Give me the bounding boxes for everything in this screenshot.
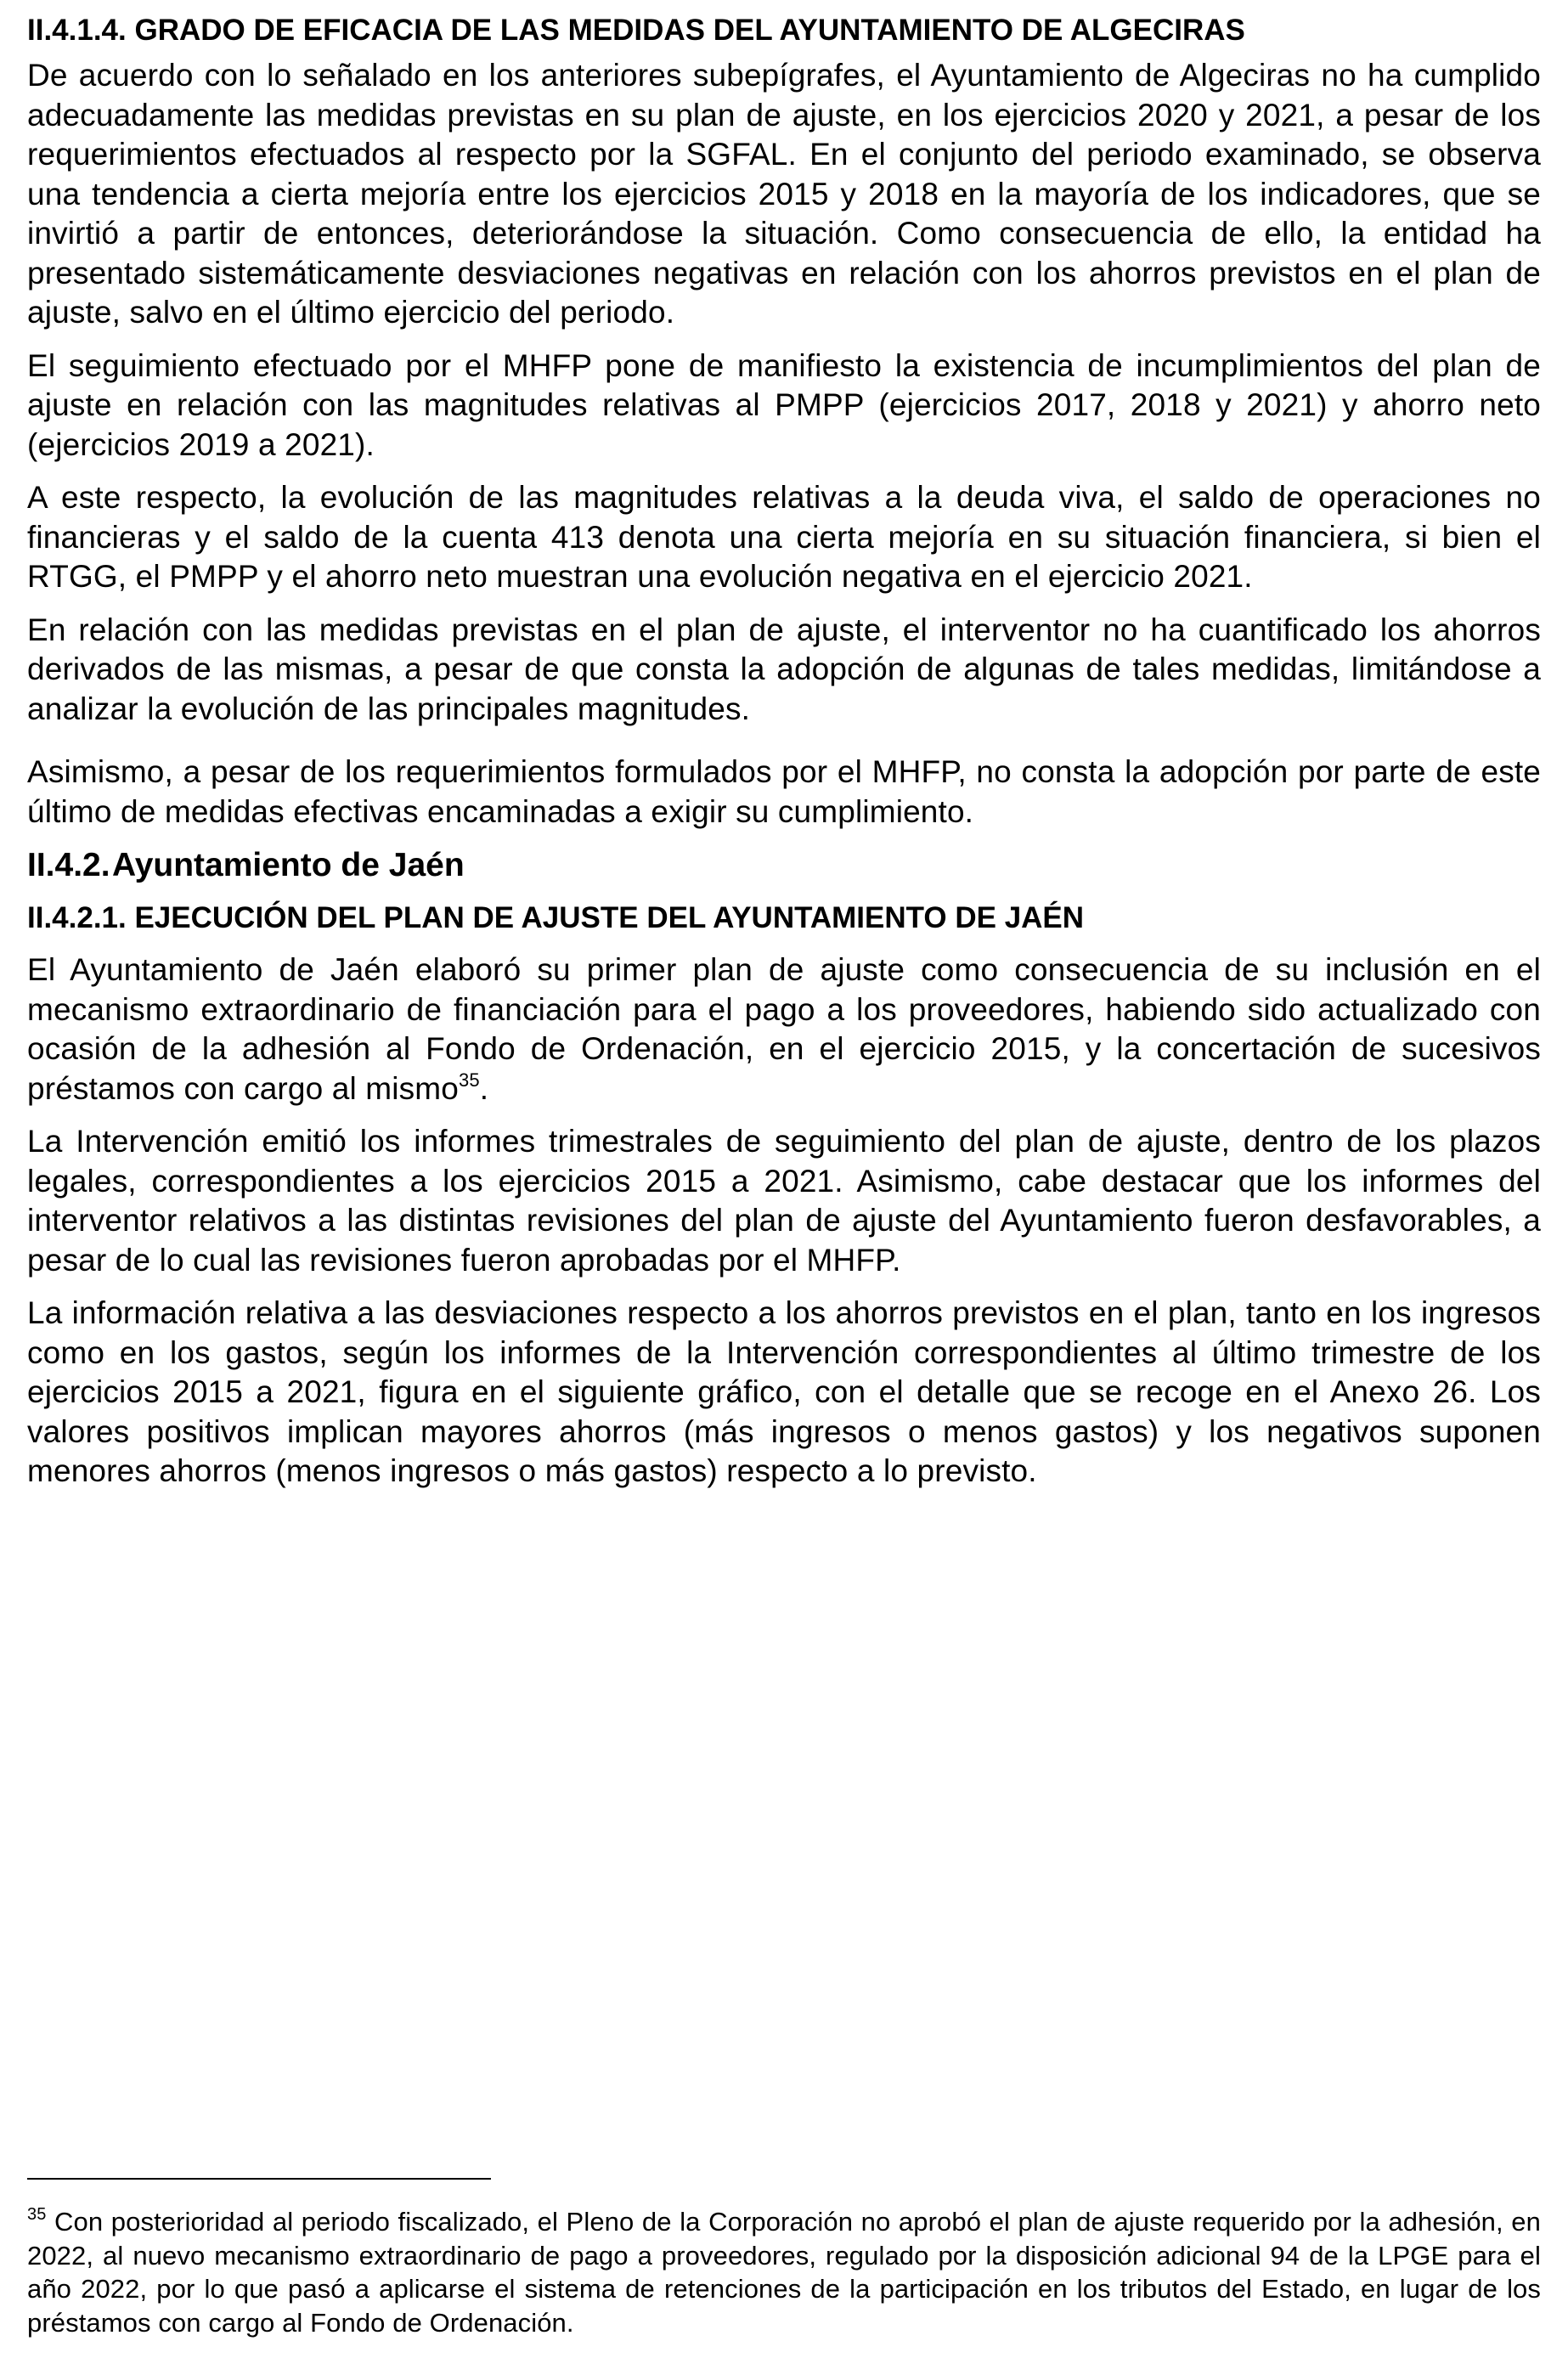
footnote-divider xyxy=(27,2178,491,2180)
paragraph: Asimismo, a pesar de los requerimientos formulados por el MHFP, no consta la adopción por parte de este último de medidas efectivas encaminadas a exigir su cumplimiento. xyxy=(27,754,1541,829)
paragraph-end: . xyxy=(479,1070,489,1106)
section-heading-algeciras-eficacia: II.4.1.4. GRADO DE EFICACIA DE LAS MEDIDAS DEL AYUNTAMIENTO DE ALGECIRAS xyxy=(27,14,1245,47)
paragraph xyxy=(27,951,1541,1108)
paragraph: La información relativa a las desviaciones respecto a los ahorros previstos en el plan, tanto en los ingresos como en los gastos, según los informes de la Intervención correspondientes al último trimestre de los ejercicios 2015 a 2021, figura en el siguiente gráfico, con el detalle que se recoge en el Anexo 26. Los valores positivos implican mayores ahorros (más ingresos o menos gastos) y los negativos suponen menores ahorros (menos ingresos o más gastos) respecto a lo previsto. xyxy=(27,1295,1541,1488)
footnote-text: Con posterioridad al periodo fiscalizado, el Pleno de la Corporación no aprobó el plan de ajuste requerido por la adhesión, en 2022, al nuevo mecanismo extraordinario de pago a proveedores, regulado por la disposición adicional 94 de la LPGE para el año 2022, por lo que pasó a aplicarse el sistema de retenciones de la participación en los tributos del Estado, en lugar de los préstamos con cargo al Fondo de Ordenación. xyxy=(27,2207,1541,2338)
footnote xyxy=(27,2205,1541,2339)
paragraph: A este respecto, la evolución de las magnitudes relativas a la deuda viva, el saldo de operaciones no financieras y el saldo de la cuenta 413 denota una cierta mejoría en su situación financiera, si bien el RTGG, el PMPP y el ahorro neto muestran una evolución negativa en el ejercicio 2021. xyxy=(27,480,1541,594)
paragraph: De acuerdo con lo señalado en los anteriores subepígrafes, el Ayuntamiento de Algeciras no ha cumplido adecuadamente las medidas previstas en su plan de ajuste, en los ejercicios 2020 y 2021, a pesar de los requerimientos efectuados al respecto por la SGFAL. En el conjunto del periodo examinado, se observa una tendencia a cierta mejoría entre los ejercicios 2015 y 2018 en la mayoría de los indicadores, que se invirtió a partir de entonces, deteriorándose la situación. Como consecuencia de ello, la entidad ha presentado sistemáticamente desviaciones negativas en relación con los ahorros previstos en el plan de ajuste, salvo en el último ejercicio del periodo. xyxy=(27,58,1541,330)
footnote-number: 35 xyxy=(27,2205,47,2224)
footnote-reference[interactable]: 35 xyxy=(459,1069,480,1091)
section-number: II.4.2. xyxy=(27,847,110,883)
paragraph: En relación con las medidas previstas en el plan de ajuste, el interventor no ha cuantificado los ahorros derivados de las mismas, a pesar de que consta la adopción de algunas de tales medidas, limitándose a analizar la evolución de las principales magnitudes. xyxy=(27,612,1541,726)
section-heading-jaen-ejecucion: II.4.2.1. EJECUCIÓN DEL PLAN DE AJUSTE DEL AYUNTAMIENTO DE JAÉN xyxy=(27,901,1085,934)
section-title-text: Ayuntamiento de Jaén xyxy=(112,847,465,883)
paragraph: La Intervención emitió los informes trimestrales de seguimiento del plan de ajuste, dentro de los plazos legales, correspondientes a los ejercicios 2015 a 2021. Asimismo, cabe destacar que los informes del interventor relativos a las distintas revisiones del plan de ajuste del Ayuntamiento fueron desfavorables, a pesar de lo cual las revisiones fueron aprobadas por el MHFP. xyxy=(27,1124,1541,1278)
paragraph: El seguimiento efectuado por el MHFP pone de manifiesto la existencia de incumplimientos del plan de ajuste en relación con las magnitudes relativas al PMPP (ejercicios 2017, 2018 y 2021) y ahorro neto (ejercicios 2019 a 2021). xyxy=(27,347,1541,462)
paragraph-text: El Ayuntamiento de Jaén elaboró su primer plan de ajuste como consecuencia de su inclusión en el mecanismo extraordinario de financiación para el pago a los proveedores, habiendo sido actualizado con ocasión de la adhesión al Fondo de Ordenación, en el ejercicio 2015, y la concertación de sucesivos préstamos con cargo al mismo xyxy=(27,952,1541,1106)
section-title-jaen xyxy=(27,845,1541,886)
document-page xyxy=(27,12,1541,1492)
